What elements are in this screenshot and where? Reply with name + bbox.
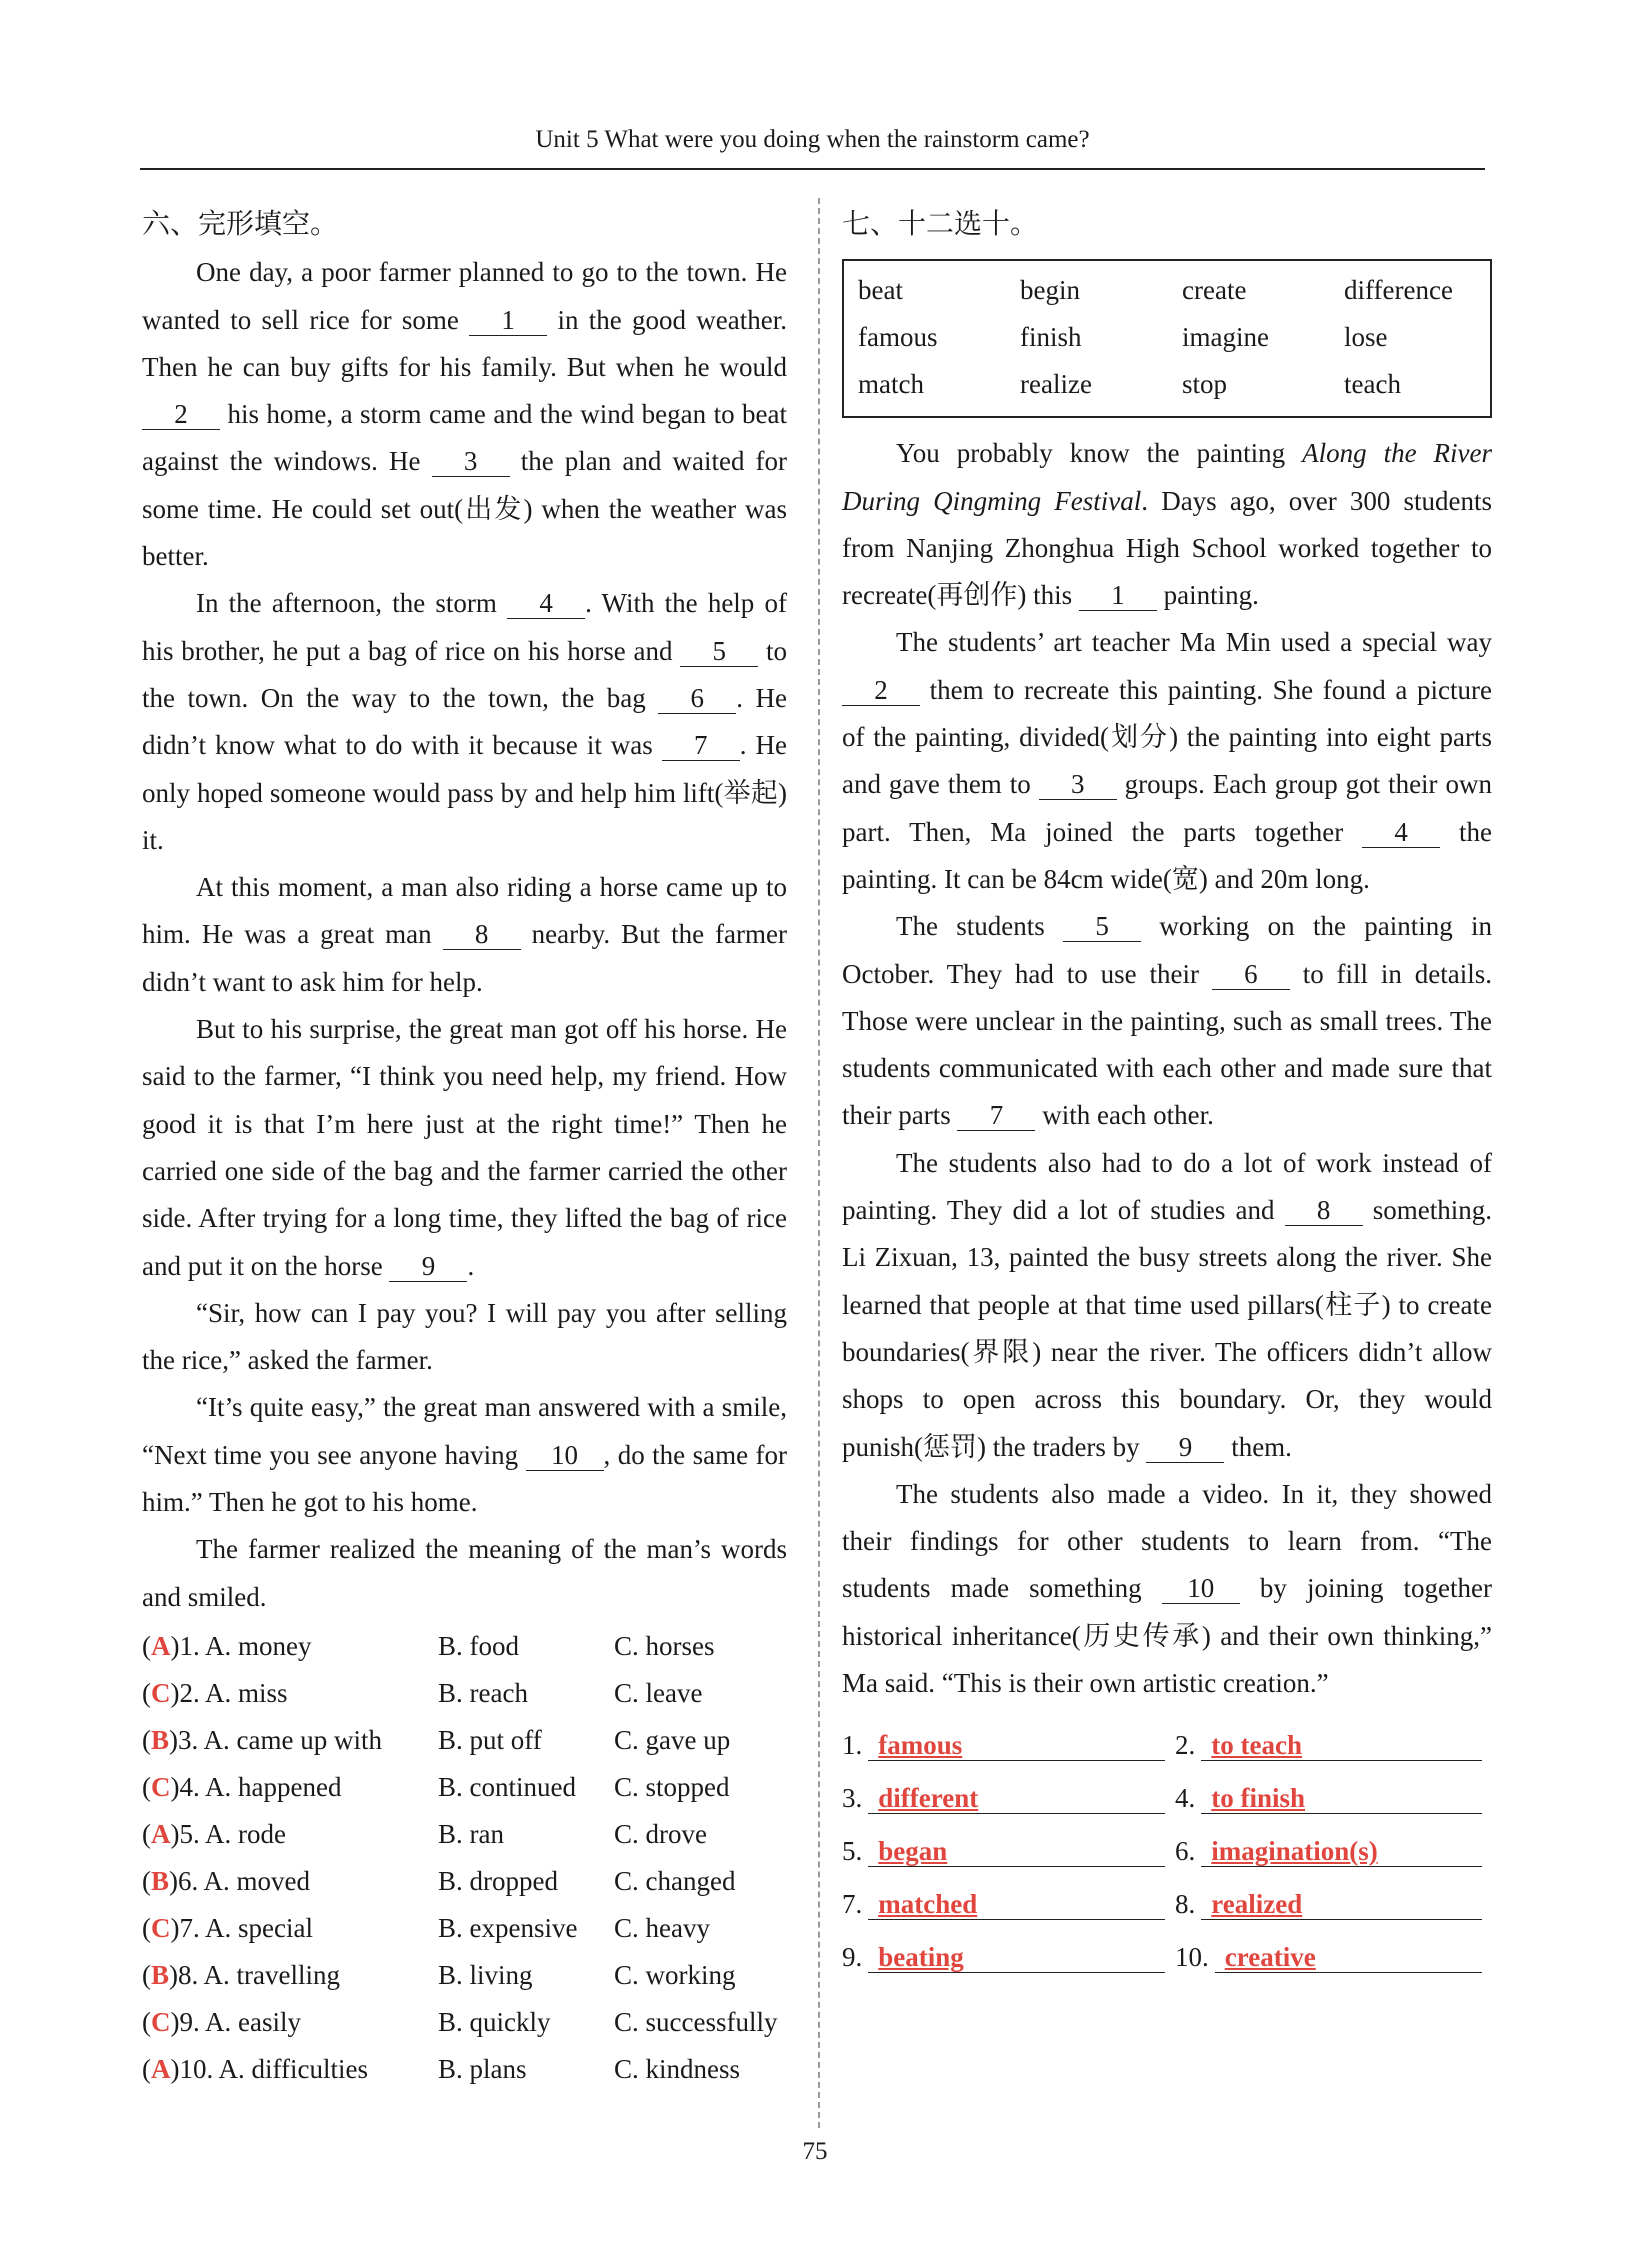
text: them to recreate this painting. She found a picture of the painting, divided(划分) the painting into eight parts and gave them to xyxy=(842,674,1493,800)
cloze-paragraph xyxy=(142,1006,787,1290)
option-c: C. gave up xyxy=(614,1724,731,1755)
passage-paragraph xyxy=(842,430,1492,619)
option-b: B. dropped xyxy=(438,1865,558,1896)
blank-1: 1 xyxy=(469,305,547,336)
word-box-item: difference xyxy=(1344,275,1453,306)
option-b: B. expensive xyxy=(438,1912,578,1943)
passage-paragraph xyxy=(842,903,1492,1139)
option-c: C. working xyxy=(614,1959,736,1990)
option-b: B. put off xyxy=(438,1724,542,1755)
text: “It’s quite easy,” the great man answered with a smile, “Next time you see anyone having xyxy=(142,1392,787,1470)
option-b: B. ran xyxy=(438,1818,504,1849)
word-box-item: create xyxy=(1182,275,1247,306)
word-box-item: famous xyxy=(858,322,938,353)
answer-item: 8. realized xyxy=(1175,1878,1492,1931)
text: . He didn’t know what to do with it because it was xyxy=(142,682,787,761)
option-row-9: (C)9. A. easily xyxy=(142,2006,301,2037)
option-row-6: (B)6. A. moved xyxy=(142,1865,311,1896)
answer-item: 7. matched xyxy=(842,1878,1175,1931)
cloze-paragraph xyxy=(142,249,787,580)
word-box-item: begin xyxy=(1020,275,1080,306)
word-box-item: imagine xyxy=(1182,322,1269,353)
text: nearby. But the farmer didn’t want to ask him for help. xyxy=(142,919,788,997)
answer-fill: to teach xyxy=(1201,1730,1482,1761)
answer-mark: B xyxy=(151,1724,170,1755)
cloze-paragraph: The farmer realized the meaning of the man’s words and smiled. xyxy=(142,1534,787,1612)
text: The students also had to do a lot of work instead of painting. They did a lot of studies and xyxy=(842,1147,1492,1226)
option-b: B. quickly xyxy=(438,2006,551,2037)
word-box-item: teach xyxy=(1344,369,1401,400)
text: One day, a poor farmer planned to go to the town. He wanted to sell rice for some xyxy=(142,257,787,335)
text: the painting. It can be 84cm wide(宽) and 20m long. xyxy=(842,816,1492,894)
passage-paragraph xyxy=(842,1140,1492,1471)
column-divider xyxy=(818,198,820,2128)
word-choice-section-title: 七、十二选十。 xyxy=(842,207,1039,240)
text: with each other. xyxy=(1042,1100,1214,1131)
text: the plan and waited for some time. He could set out(出发) when the weather was better. xyxy=(142,446,788,572)
cloze-paragraph: “Sir, how can I pay you? I will pay you after selling the rice,” asked the farmer. xyxy=(142,1297,787,1376)
blank-8: 8 xyxy=(443,919,521,950)
option-b: B. continued xyxy=(438,1771,576,1802)
option-row-5: (A)5. A. rode xyxy=(142,1818,286,1849)
word-choice-section xyxy=(842,200,1492,1984)
text: . With the help of his brother, he put a bag of rice on his horse and xyxy=(142,588,787,666)
option-c: C. stopped xyxy=(614,1771,730,1802)
blank-4: 4 xyxy=(507,588,585,619)
answer-mark: C xyxy=(151,1677,171,1708)
word-box-item: stop xyxy=(1182,369,1228,400)
header-rule xyxy=(140,168,1485,170)
cloze-paragraph xyxy=(142,580,787,864)
blank-10: 10 xyxy=(526,1440,604,1471)
answer-item: 5. began xyxy=(842,1825,1175,1878)
option-c: C. changed xyxy=(614,1865,736,1896)
answer-fill: beating xyxy=(868,1942,1165,1973)
word-box-item: realize xyxy=(1020,369,1092,400)
answer-item: 10. creative xyxy=(1175,1931,1492,1984)
passage-paragraph xyxy=(842,1471,1492,1707)
option-b: B. reach xyxy=(438,1677,528,1708)
text: groups. Each group got their own part. Then, Ma joined the parts together xyxy=(842,769,1492,847)
blank-2: 2 xyxy=(142,399,220,430)
option-c: C. successfully xyxy=(614,2006,778,2037)
text: , do the same for him.” Then he got to his home. xyxy=(142,1439,788,1518)
painting-title: Along the River During Qingming Festival xyxy=(842,438,1493,516)
cloze-options xyxy=(142,1623,787,2093)
answer-mark: A xyxy=(151,1818,171,1849)
option-b: B. living xyxy=(438,1959,533,1990)
answer-fill: realized xyxy=(1201,1889,1482,1920)
option-c: C. leave xyxy=(614,1677,703,1708)
answer-item: 4. to finish xyxy=(1175,1772,1492,1825)
answer-fill: imagination(s) xyxy=(1201,1836,1482,1867)
blank-10: 10 xyxy=(1162,1573,1240,1604)
text: The students’ art teacher Ma Min used a special way xyxy=(896,627,1492,658)
answer-item: 1. famous xyxy=(842,1719,1175,1772)
text: . He only hoped someone would pass by and help him lift(举起) it. xyxy=(142,730,787,855)
answer-item: 9. beating xyxy=(842,1931,1175,1984)
text: something. Li Zixuan, 13, painted the busy streets along the river. She learned that people at that time used pillars(柱子) to create boundaries(界限) near the river. The officers didn’t allow shops to open across this boundary. Or, they would punish(惩罚) the traders by xyxy=(842,1195,1493,1462)
passage-paragraph xyxy=(842,619,1492,903)
answer-mark: C xyxy=(151,1771,171,1802)
blank-2: 2 xyxy=(842,675,920,706)
text: You probably know the painting xyxy=(896,438,1286,469)
text: . Days ago, over 300 students from Nanjing Zhonghua High School worked together to recreate(再创作) this xyxy=(842,485,1493,611)
option-row-4: (C)4. A. happened xyxy=(142,1771,342,1802)
cloze-paragraph xyxy=(142,1384,787,1526)
option-b: B. plans xyxy=(438,2053,527,2084)
word-box-item: finish xyxy=(1020,322,1082,353)
page-number: 75 xyxy=(802,2138,828,2165)
blank-6: 6 xyxy=(658,683,736,714)
word-box-item: beat xyxy=(858,275,903,306)
cloze-section xyxy=(142,200,787,2093)
answer-fill: matched xyxy=(868,1889,1165,1920)
answer-item: 3. different xyxy=(842,1772,1175,1825)
text: But to his surprise, the great man got off his horse. He said to the farmer, “I think you need help, my friend. How good it is that I’m here just at the right time!” Then he carried one side of the bag and the farmer carried the other side. After trying for a long time, they lifted the bag of rice and put it on the horse xyxy=(142,1014,787,1281)
answer-fill: began xyxy=(868,1836,1165,1867)
option-row-3: (B)3. A. came up with xyxy=(142,1724,382,1755)
text: working on the painting in October. They had to use their xyxy=(842,911,1493,989)
blank-7: 7 xyxy=(957,1100,1035,1131)
blank-9: 9 xyxy=(1146,1432,1224,1463)
text: to fill in details. Those were unclear in the painting, such as small trees. The students communicated with each other and made sure that their parts xyxy=(842,958,1492,1131)
answer-item: 6. imagination(s) xyxy=(1175,1825,1492,1878)
option-b: B. food xyxy=(438,1630,519,1661)
option-c: C. kindness xyxy=(614,2053,741,2084)
blank-3: 3 xyxy=(1039,769,1117,800)
answer-mark: B xyxy=(151,1865,170,1896)
text: The students xyxy=(896,911,1045,942)
blank-3: 3 xyxy=(432,446,510,477)
text: them. xyxy=(1231,1431,1292,1462)
answer-mark: C xyxy=(151,2006,171,2037)
text: In the afternoon, the storm xyxy=(196,588,497,619)
blank-1: 1 xyxy=(1079,580,1157,611)
option-c: C. drove xyxy=(614,1818,707,1849)
word-box-item: lose xyxy=(1344,322,1388,353)
option-row-10: (A)10. A. difficulties xyxy=(142,2053,368,2084)
option-row-2: (C)2. A. miss xyxy=(142,1677,288,1708)
blank-5: 5 xyxy=(1063,911,1141,942)
cloze-paragraph xyxy=(142,864,787,1006)
option-row-7: (C)7. A. special xyxy=(142,1912,313,1943)
blank-5: 5 xyxy=(680,636,758,667)
blank-4: 4 xyxy=(1362,817,1440,848)
answer-fill: to finish xyxy=(1201,1783,1482,1814)
text: The students also made a video. In it, they showed their findings for other students to learn from. “The students made something xyxy=(842,1478,1492,1604)
blank-9: 9 xyxy=(389,1251,467,1282)
page-header: Unit 5 What were you doing when the rainstorm came? xyxy=(535,126,1090,153)
option-row-1: (A)1. A. money xyxy=(142,1630,312,1661)
answer-list xyxy=(842,1719,1492,1984)
text: At this moment, a man also riding a horse came up to him. He was a great man xyxy=(142,872,787,950)
blank-8: 8 xyxy=(1285,1195,1363,1226)
text: in the good weather. Then he can buy gifts for his family. But when he would xyxy=(142,304,788,382)
answer-mark: C xyxy=(151,1912,171,1943)
option-row-8: (B)8. A. travelling xyxy=(142,1959,340,1990)
cloze-section-title: 六、完形填空。 xyxy=(142,207,339,240)
word-box-item: match xyxy=(858,369,924,400)
answer-item: 2. to teach xyxy=(1175,1719,1492,1772)
text: painting. xyxy=(1163,580,1259,611)
text: . xyxy=(467,1250,475,1281)
text: his home, a storm came and the wind began to beat against the windows. He xyxy=(142,399,788,477)
answer-mark: A xyxy=(151,1630,171,1661)
answer-mark: A xyxy=(151,2053,171,2084)
blank-6: 6 xyxy=(1212,959,1290,990)
answer-fill: creative xyxy=(1215,1942,1482,1973)
answer-fill: different xyxy=(868,1783,1165,1814)
text: by joining together historical inheritance(历史传承) and their own thinking,” Ma said. “This is their own artistic creation.” xyxy=(842,1573,1492,1699)
word-box xyxy=(842,259,1492,418)
answer-fill: famous xyxy=(868,1730,1165,1761)
option-c: C. horses xyxy=(614,1630,715,1661)
option-c: C. heavy xyxy=(614,1912,710,1943)
answer-mark: B xyxy=(151,1959,170,1990)
blank-7: 7 xyxy=(662,730,740,761)
text: to the town. On the way to the town, the bag xyxy=(142,635,787,713)
